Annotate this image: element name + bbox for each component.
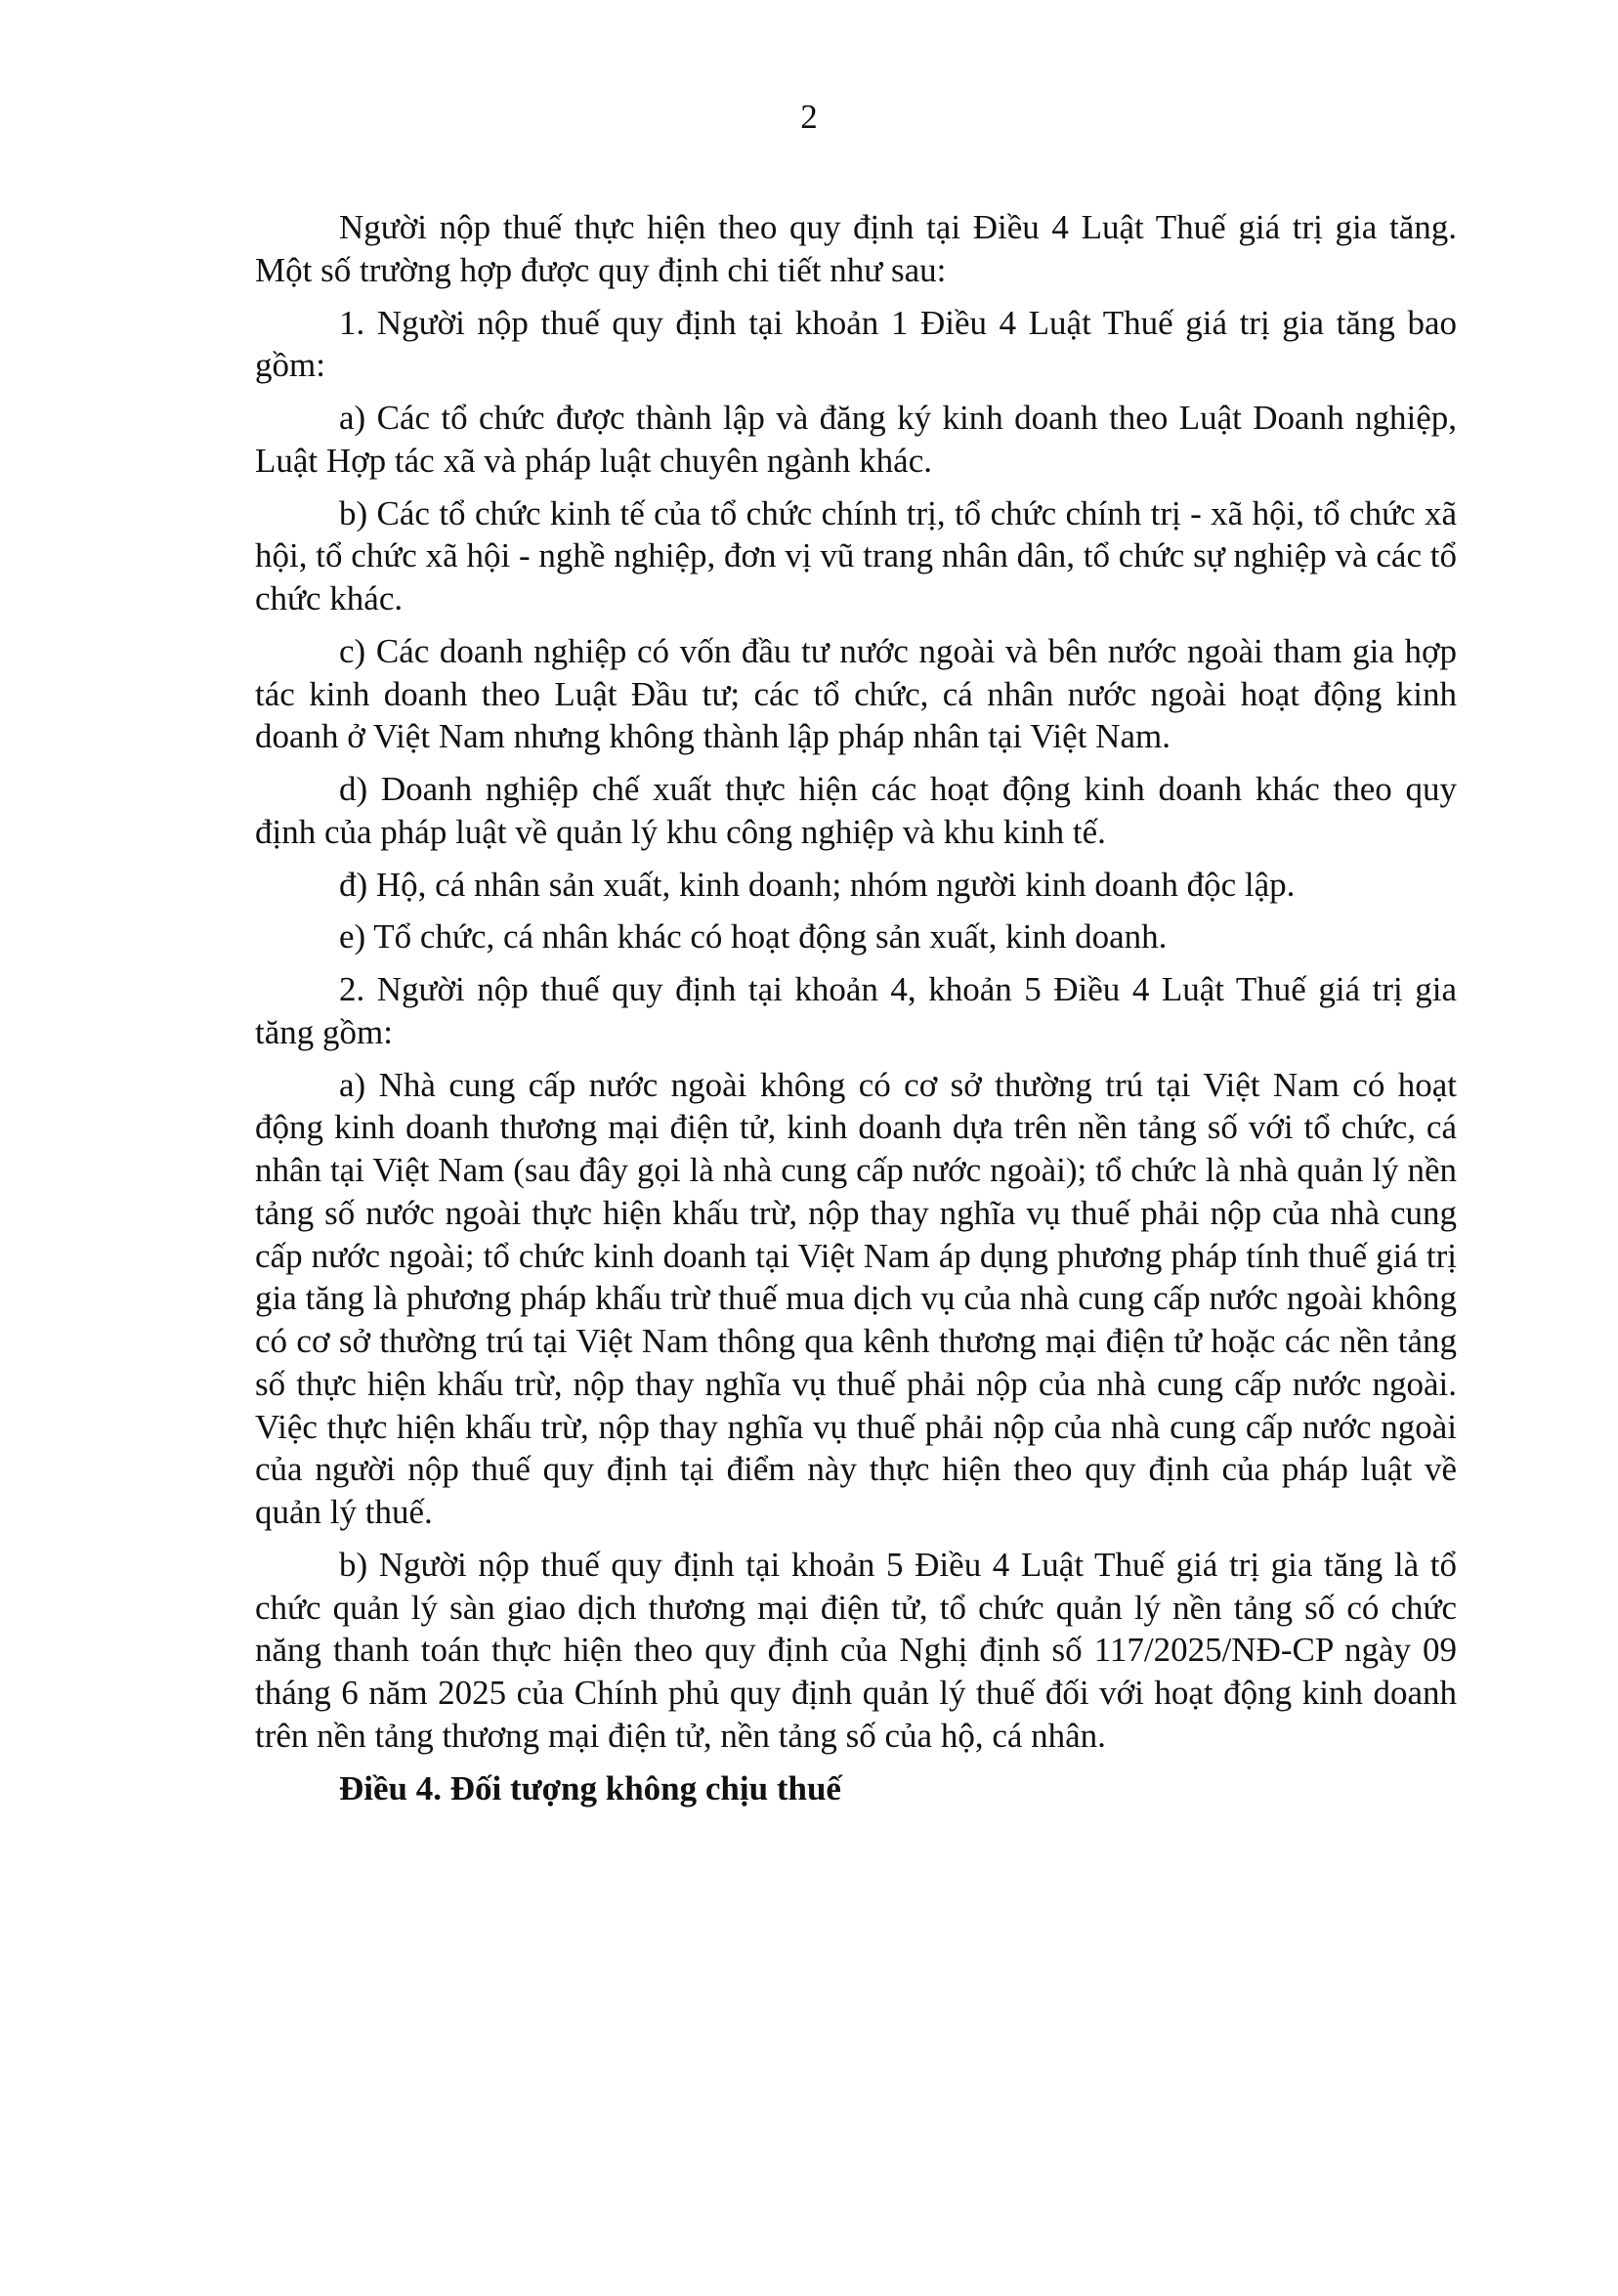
clause-1a-paragraph: a) Các tổ chức được thành lập và đăng ký kinh doanh theo Luật Doanh nghiệp, Luật Hợp tác xã và pháp luật chuyên ngành khác. — [255, 399, 1457, 480]
clause-1c-paragraph: c) Các doanh nghiệp có vốn đầu tư nước ngoài và bên nước ngoài tham gia hợp tác kinh doanh theo Luật Đầu tư; các tổ chức, cá nhân nước ngoài hoạt động kinh doanh ở Việt Nam nhưng không thành lập pháp nhân tại Việt Nam. — [255, 631, 1457, 756]
clause-1e-paragraph: e) Tổ chức, cá nhân khác có hoạt động sản xuất, kinh doanh. — [339, 917, 1168, 957]
clause-1d-paragraph: d) Doanh nghiệp chế xuất thực hiện các hoạt động kinh doanh khác theo quy định của pháp luật về quản lý khu công nghiệp và khu kinh tế. — [255, 770, 1457, 851]
page-number: 2 — [800, 98, 818, 136]
clause-2-paragraph: 2. Người nộp thuế quy định tại khoản 4, khoản 5 Điều 4 Luật Thuế giá trị gia tăng gồm: — [255, 970, 1457, 1051]
clause-2a-paragraph: a) Nhà cung cấp nước ngoài không có cơ sở thường trú tại Việt Nam có hoạt động kinh doanh thương mại điện tử, kinh doanh dựa trên nền tảng số với tổ chức, cá nhân tại Việt Nam (sau đây gọi là nhà cung cấp nước ngoài); tổ chức là nhà quản lý nền tảng số nước ngoài thực hiện khấu trừ, nộp thay nghĩa vụ thuế phải nộp của nhà cung cấp nước ngoài; tổ chức kinh doanh tại Việt Nam áp dụng phương pháp tính thuế giá trị gia tăng là phương pháp khấu trừ thuế mua dịch vụ của nhà cung cấp nước ngoài không có cơ sở thường trú tại Việt Nam thông qua kênh thương mại điện tử hoặc các nền tảng số thực hiện khấu trừ, nộp thay nghĩa vụ thuế phải nộp của nhà cung cấp nước ngoài. Việc thực hiện khấu trừ, nộp thay nghĩa vụ thuế phải nộp của nhà cung cấp nước ngoài của người nộp thuế quy định tại điểm này thực hiện theo quy định của pháp luật về quản lý thuế. — [255, 1065, 1457, 1531]
intro-paragraph: Người nộp thuế thực hiện theo quy định tại Điều 4 Luật Thuế giá trị gia tăng. Một số trường hợp được quy định chi tiết như sau: — [255, 208, 1457, 289]
clause-1-paragraph: 1. Người nộp thuế quy định tại khoản 1 Điều 4 Luật Thuế giá trị gia tăng bao gồm: — [255, 303, 1457, 385]
clause-1dd-paragraph: đ) Hộ, cá nhân sản xuất, kinh doanh; nhóm người kinh doanh độc lập. — [339, 865, 1296, 904]
clause-1b-paragraph: b) Các tổ chức kinh tế của tổ chức chính trị, tổ chức chính trị - xã hội, tổ chức xã hội, tổ chức xã hội - nghề nghiệp, đơn vị vũ trang nhân dân, tổ chức sự nghiệp và các tổ chức khác. — [255, 493, 1457, 617]
document-body — [255, 206, 1457, 1809]
article-4-heading: Điều 4. Đối tượng không chịu thuế — [339, 1768, 841, 1807]
clause-2b-paragraph: b) Người nộp thuế quy định tại khoản 5 Điều 4 Luật Thuế giá trị gia tăng là tổ chức quản lý sàn giao dịch thương mại điện tử, tổ chức quản lý nền tảng số có chức năng thanh toán thực hiện theo quy định của Nghị định số 117/2025/NĐ-CP ngày 09 tháng 6 năm 2025 của Chính phủ quy định quản lý thuế đối với hoạt động kinh doanh trên nền tảng thương mại điện tử, nền tảng số của hộ, cá nhân. — [255, 1545, 1457, 1755]
